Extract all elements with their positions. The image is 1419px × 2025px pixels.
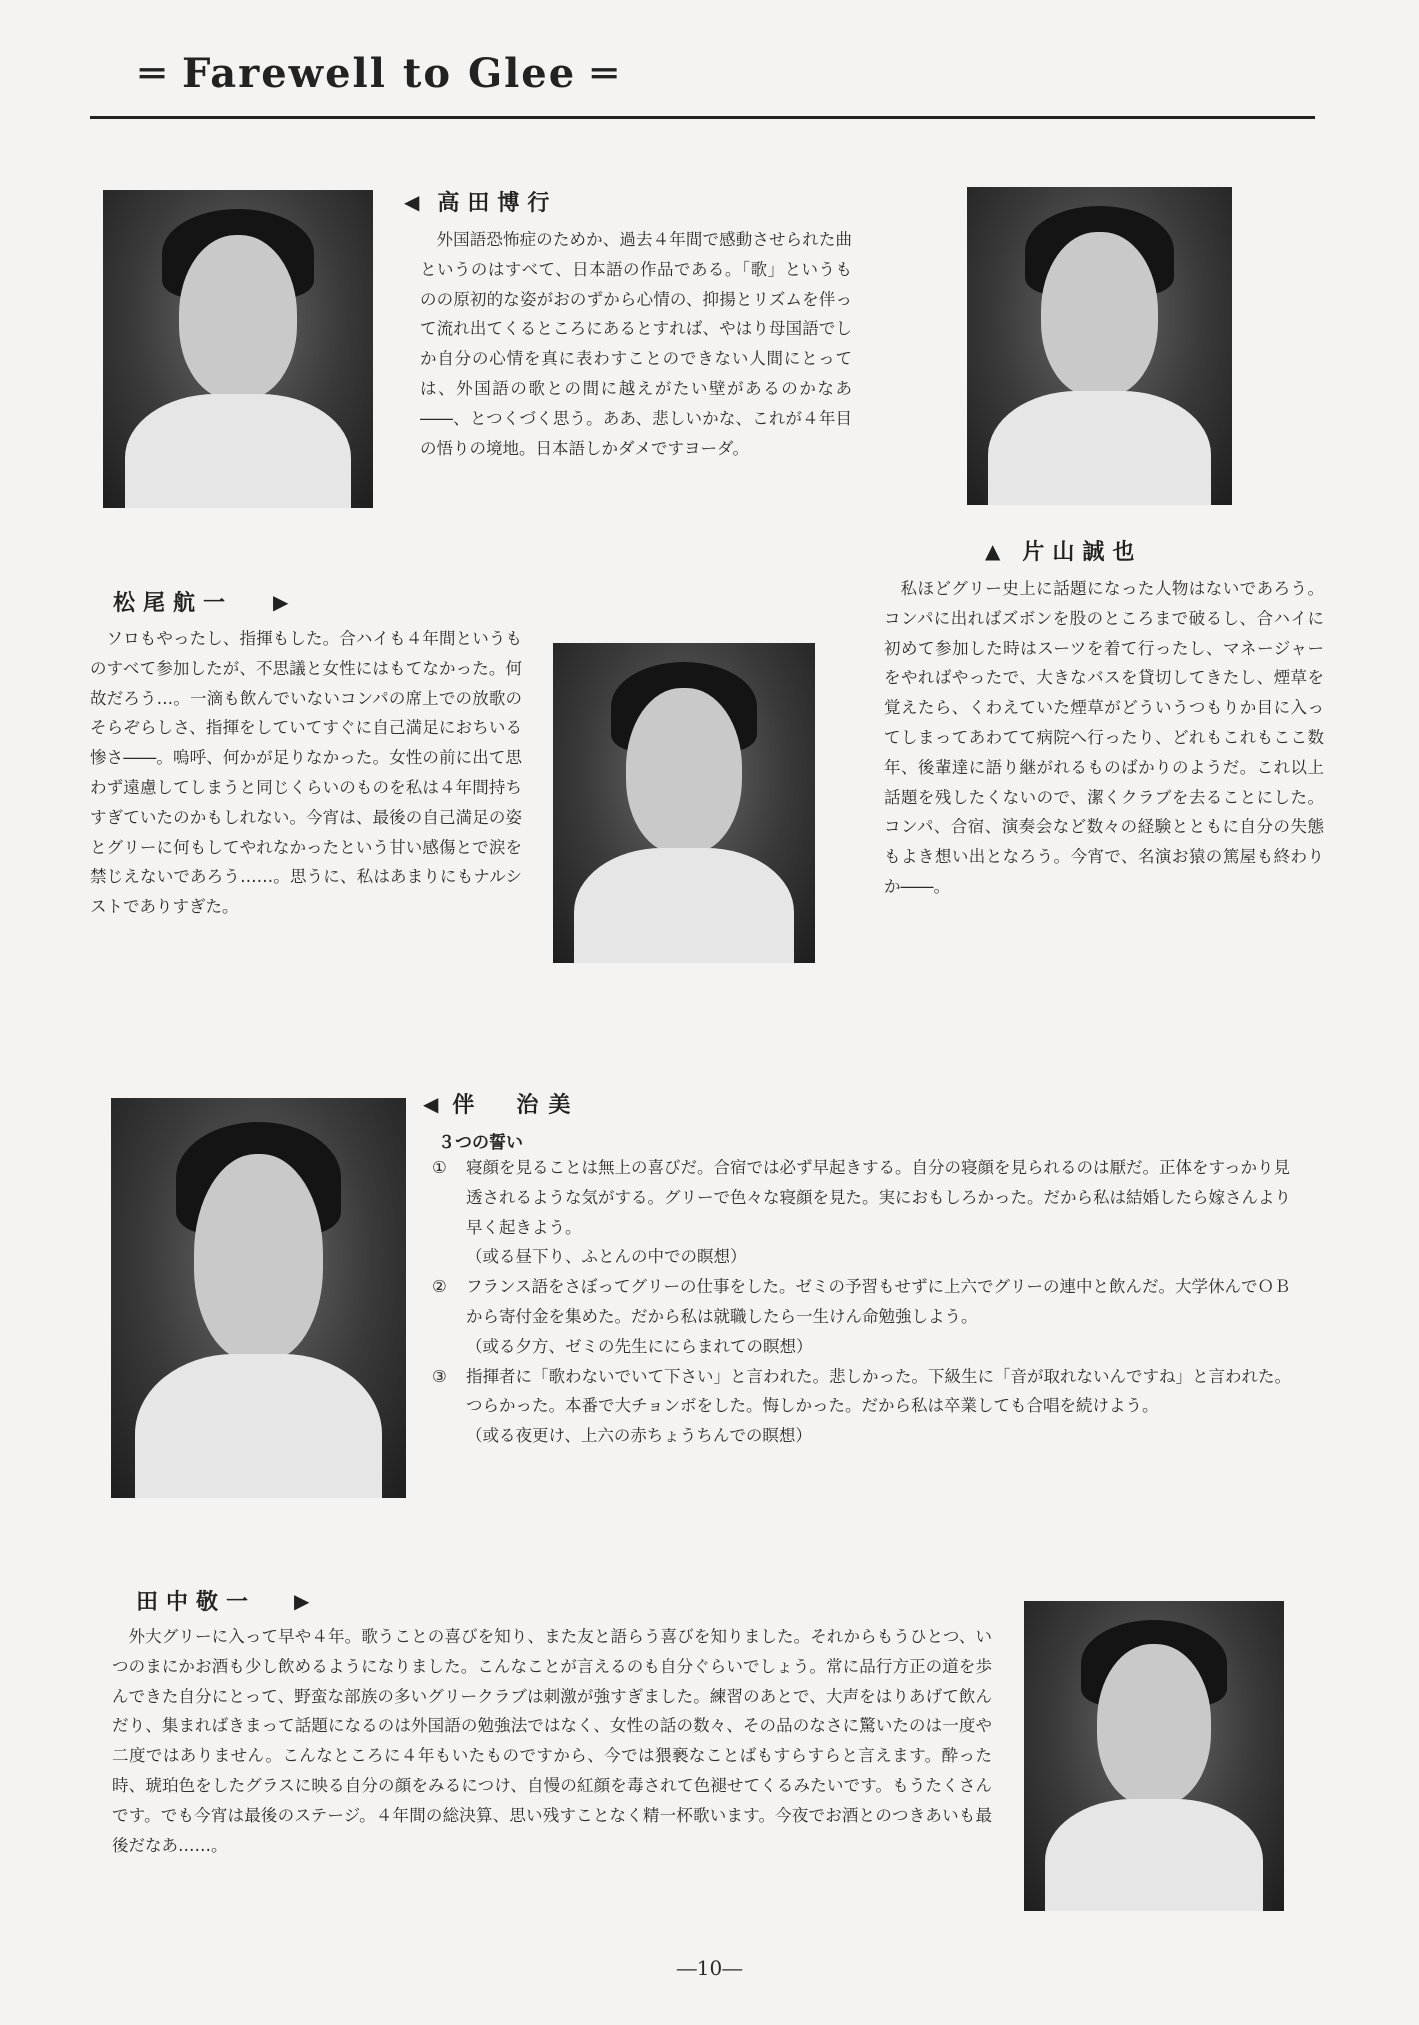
person-name: 片山誠也 xyxy=(1022,540,1143,565)
name-heading-katayama xyxy=(985,535,1142,566)
essay-text: ソロもやったし、指揮もした。合ハイも４年間というものすべて参加したが、不思議と女性にはもてなかった。何故だろう…。一滴も飲んでいないコンパの席上での放歌のそらぞらしさ、指揮をしていてすぐに自己満足におちいる惨さ――。嗚呼、何かが足りなかった。女性の前に出て思わず遠慮してしまうと同じくらいのものを私は４年間持ちすぎていたのかもしれない。今宵は、最後の自己満足の姿とグリーに何もしてやれなかったという甘い感傷とで涙を禁じえないであろう……。思うに、私はあまりにもナルシストでありすぎた。 xyxy=(90,629,522,917)
left-triangle-icon: ◀ xyxy=(404,189,420,214)
person-name: 松尾航一 xyxy=(113,591,234,616)
portrait-takada xyxy=(103,190,373,508)
vow-text: 寝顔を見ることは無上の喜びだ。合宿では必ず早起きする。自分の寝顔を見られるのは厭だ。正体をすっかり見透されるような気がする。グリーで色々な寝顔を見た。実におもしろかった。だから私は結婚したら嫁さんより早く起きよう。 xyxy=(466,1158,1291,1237)
essay-matsuo xyxy=(90,624,522,922)
vow-text: フランス語をさぼってグリーの仕事をした。ゼミの予習もせずに上六でグリーの連中と飲んだ。大学休んでＯＢから寄付金を集めた。だから私は就職したら一生けん命勉強しよう。 xyxy=(466,1277,1291,1326)
left-triangle-icon: ◀ xyxy=(423,1091,439,1116)
vow-item xyxy=(432,1362,1300,1422)
right-triangle-icon: ▶ xyxy=(294,1588,310,1613)
portrait-tanaka xyxy=(1024,1601,1284,1911)
vow-number: ① xyxy=(432,1158,447,1177)
page-number: ―10― xyxy=(676,1956,743,1980)
name-heading-tanaka xyxy=(136,1585,309,1616)
right-triangle-icon: ▶ xyxy=(273,589,289,614)
person-name: 伴 治美 xyxy=(452,1093,581,1118)
page-title: ═ Farewell to Glee ═ xyxy=(140,50,619,97)
vow-note: （或る夜更け、上六の赤ちょうちんでの瞑想） xyxy=(466,1426,812,1446)
essay-text: 私ほどグリー史上に話題になった人物はないであろう。コンパに出ればズボンを股のところまで破るし、合ハイに初めて参加した時はスーツを着て行ったし、マネージャーをやればやったで、大きなバスを貸切してきたし、煙草を覚えたら、くわえていた煙草がどういうつもりか目に入ってしまってあわてて病院へ行ったり、どれもこれもここ数年、後輩達に語り継がれるものばかりのようだ。これ以上話題を残したくないので、潔くクラブを去ることにした。コンパ、合宿、演奏会など数々の経験とともに自分の失態もよき想い出となろう。今宵で、名演お猿の篤屋も終わりか――。 xyxy=(884,579,1324,896)
essay-text: 外大グリーに入って早や４年。歌うことの喜びを知り、また友と語らう喜びを知りました。それからもうひとつ、いつのまにかお酒も少し飲めるようになりました。こんなことが言えるのも自分ぐらいでしょう。常に品行方正の道を歩んできた自分にとって、野蛮な部族の多いグリークラブは刺激が強すぎました。練習のあとで、大声をはりあげて飲んだり、集まればきまって話題になるのは外国語の勉強法ではなく、女性の話の数々、その品のなさに驚いたのは一度や二度ではありません。こんなところに４年もいたものですから、今では猥褻なことばもすらすらと言えます。酔った時、琥珀色をしたグラスに映る自分の顔をみるにつけ、自慢の紅顔を毒されて色褪せてくるみたいです。もうたくさんです。でも今宵は最後のステージ。４年間の総決算、思い残すことなく精一杯歌います。今夜でお酒とのつきあいも最後だなあ……。 xyxy=(112,1627,993,1855)
name-heading-takada xyxy=(404,186,557,217)
name-heading-ban xyxy=(423,1088,580,1119)
vow-item xyxy=(432,1153,1300,1242)
person-name: 高田博行 xyxy=(437,191,558,216)
portrait-katayama xyxy=(967,187,1232,505)
vow-note: （或る昼下り、ふとんの中での瞑想） xyxy=(466,1247,747,1267)
portrait-matsuo xyxy=(553,643,815,963)
essay-takada xyxy=(420,225,852,463)
essay-subtitle: ３つの誓い xyxy=(438,1133,523,1153)
essay-text: 外国語恐怖症のためか、過去４年間で感動させられた曲というのはすべて、日本語の作品である。「歌」というものの原初的な姿がおのずから心情の、抑揚とリズムを伴って流れ出てくるところにあるとすれば、やはり母国語でしか自分の心情を真に表わすことのできない人間にとっては、外国語の歌との間に越えがたい壁があるのかなあ――、とつくづく思う。ああ、悲しいかな、これが４年目の悟りの境地。日本語しかダメですヨーダ。 xyxy=(420,230,852,458)
essay-tanaka xyxy=(112,1622,992,1860)
person-name: 田中敬一 xyxy=(136,1590,257,1615)
vow-item xyxy=(432,1272,1300,1332)
vow-number: ② xyxy=(432,1277,447,1297)
vow-text: 指揮者に「歌わないでいて下さい」と言われた。悲しかった。下級生に「音が取れないんですね」と言われた。つらかった。本番で大チョンボをした。悔しかった。だから私は卒業しても合唱を続けよう。 xyxy=(466,1366,1291,1416)
name-heading-matsuo xyxy=(113,586,288,617)
essay-ban xyxy=(432,1153,1300,1451)
title-rule xyxy=(90,116,1315,119)
portrait-ban xyxy=(111,1098,406,1498)
essay-katayama xyxy=(884,574,1324,902)
vow-note: （或る夕方、ゼミの先生ににらまれての瞑想） xyxy=(466,1336,813,1356)
up-triangle-icon: ▲ xyxy=(985,538,1001,563)
vow-number: ③ xyxy=(432,1366,447,1386)
